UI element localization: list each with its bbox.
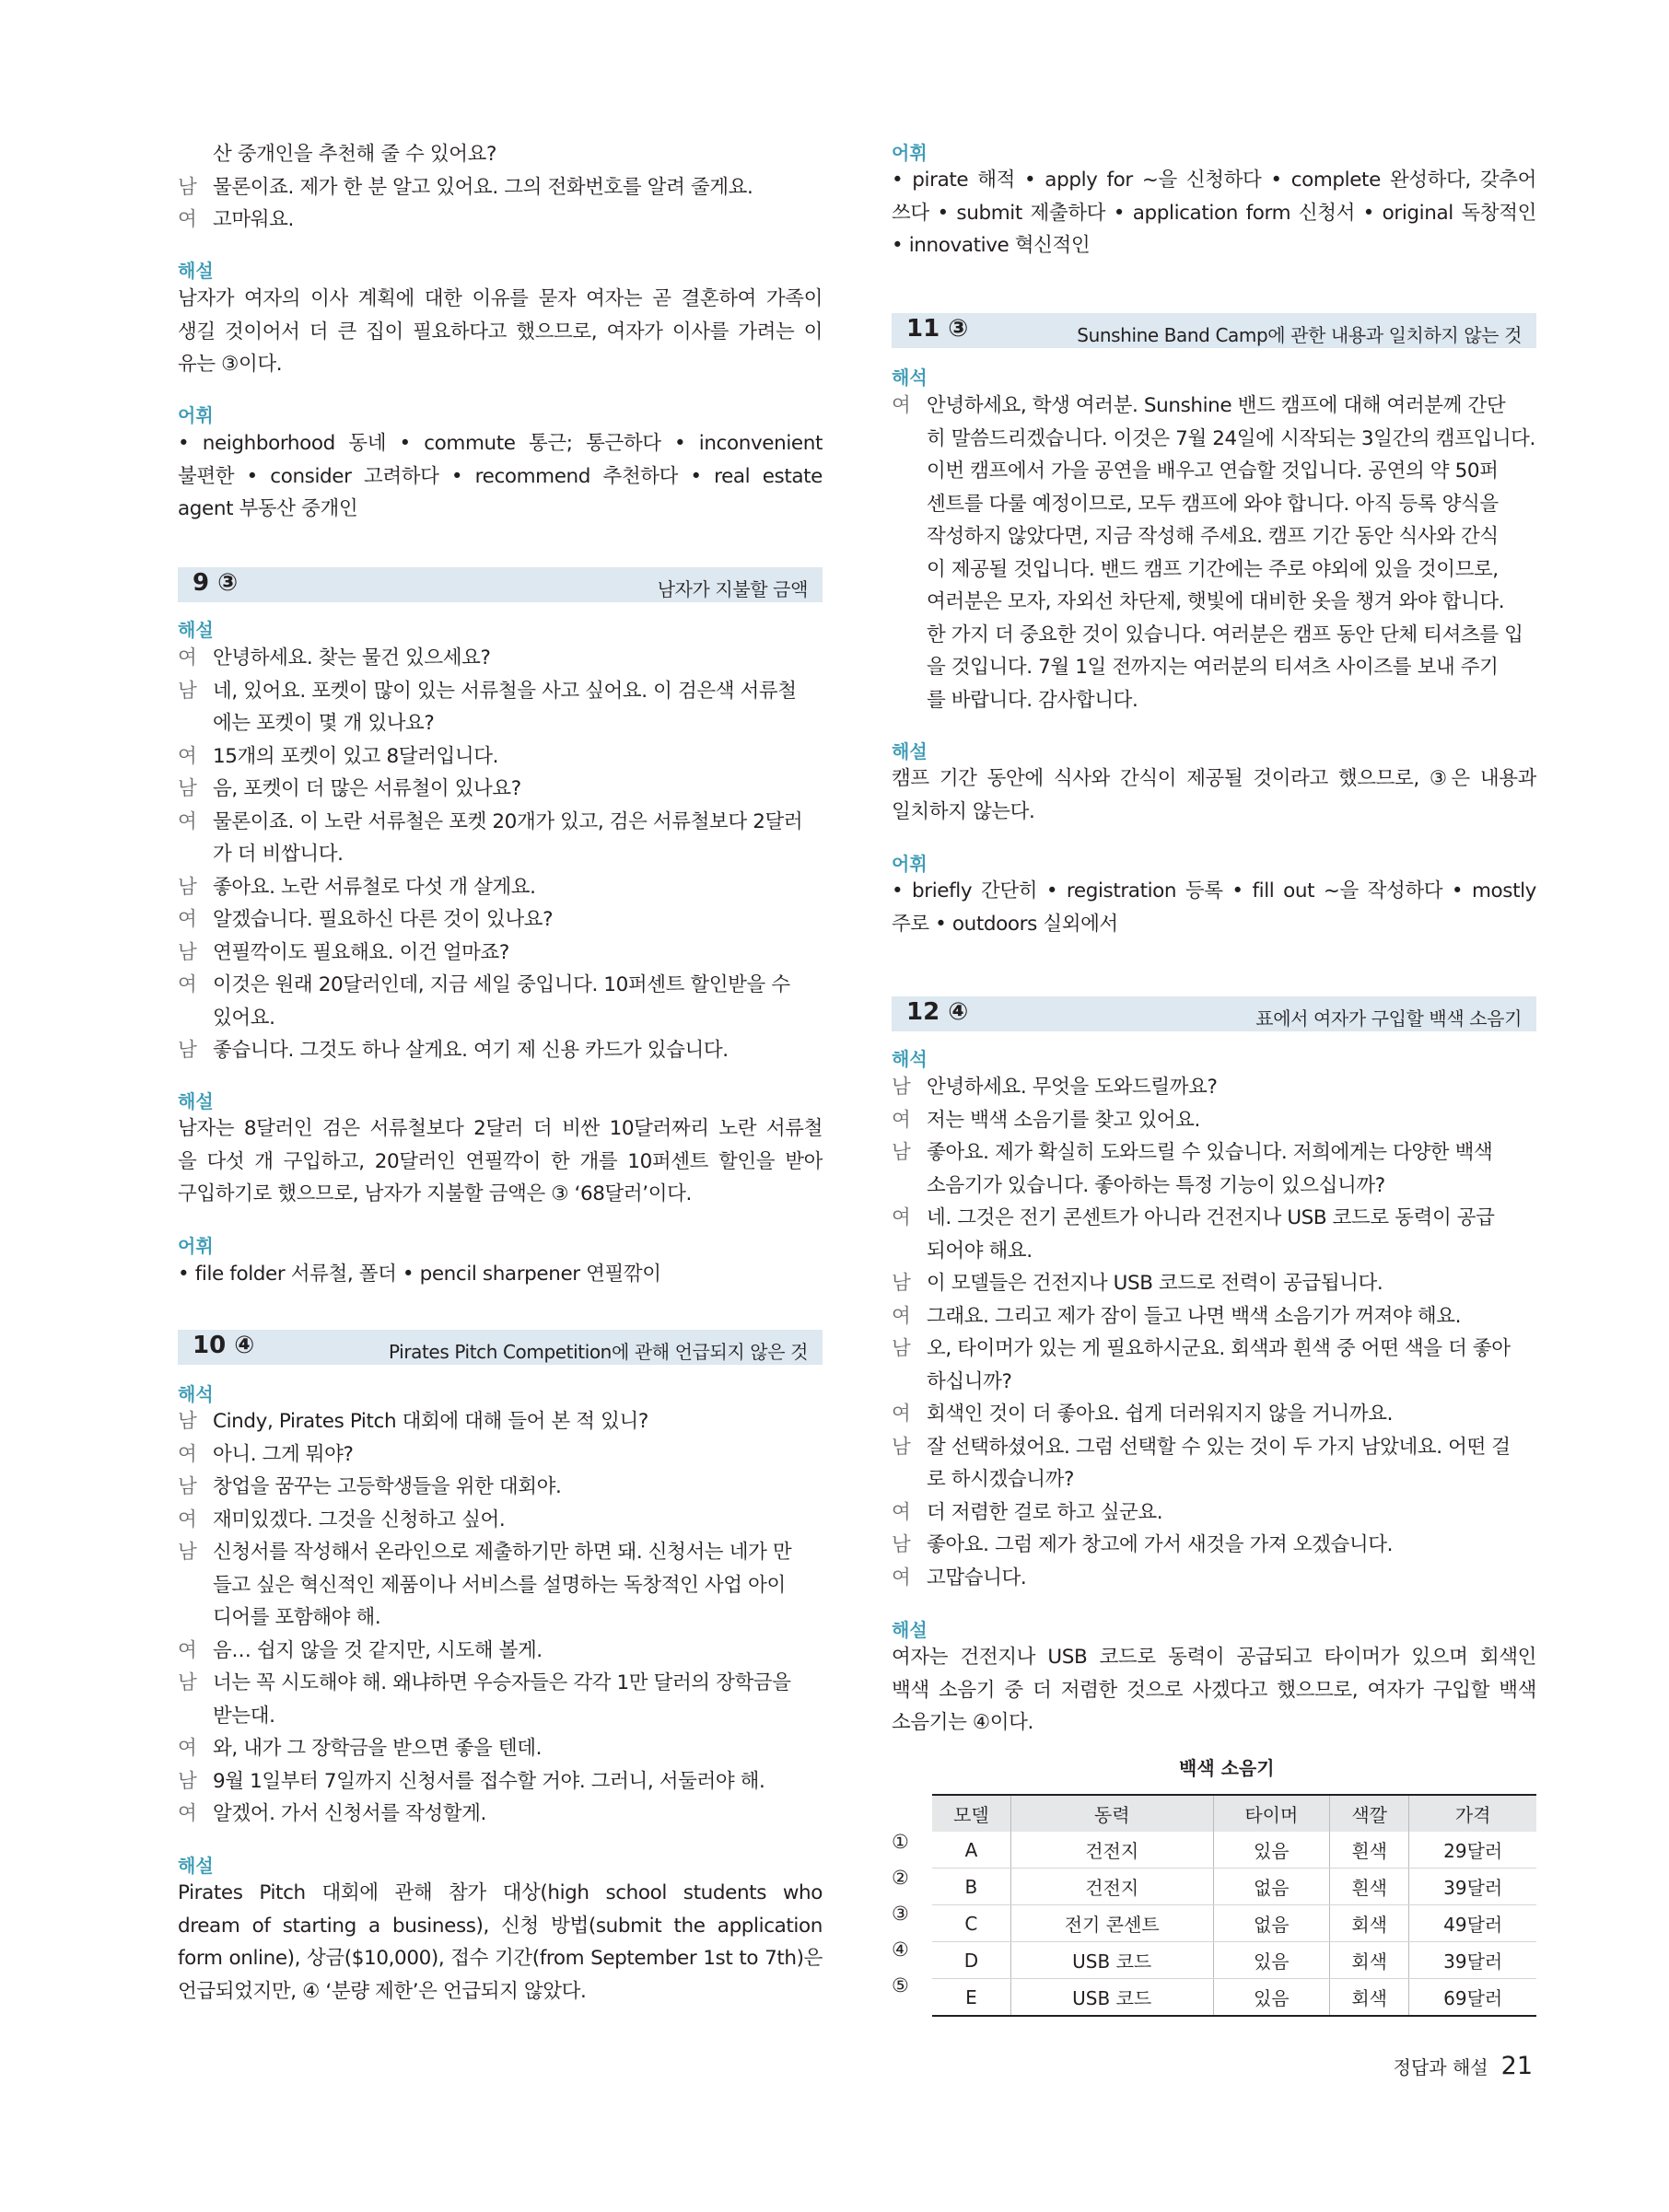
script-line [892,1529,1536,1562]
speaker-mark: 남 [178,1769,197,1793]
white-noise-table [932,1794,1536,2017]
script-text: 네. 그것은 전기 콘센트가 아니라 건전지나 USB 코드로 동력이 공급 [927,1206,1495,1229]
script-text: 좋아요. 노란 서류철로 다섯 개 살게요. [213,875,536,899]
script-line [178,1034,823,1067]
q9-title: 남자가 지불할 금액 [657,578,808,600]
page-number: 21 [1500,2052,1533,2080]
text-line: 캠프 기간 동안에 식사와 간식이 제공될 것이라고 했으므로, ③은 내용과 [892,767,1536,790]
script-text: 있어요. [213,1006,275,1030]
q11-expl-label: 해설 [892,740,928,763]
speaker-mark: 여 [178,744,197,768]
script-line [892,1267,1536,1300]
script-line [892,684,1536,717]
text-line: 여자는 건전지나 USB 코드로 동력이 공급되고 타이머가 있으며 회색인 [892,1646,1536,1669]
speaker-mark: 여 [178,1802,197,1825]
q10-header [178,1330,823,1365]
text-line: 남자는 8달러인 검은 서류철보다 2달러 더 비싼 10달러짜리 노란 서류철 [178,1117,823,1140]
speaker-mark: 남 [178,1671,197,1694]
intro-expl-label: 해설 [178,260,214,282]
q11-vocab-label: 어휘 [892,853,928,875]
q12-script-label: 해석 [892,1048,928,1070]
script-text: 안녕하세요. 무엇을 도와드릴까요? [927,1076,1218,1099]
script-text: 더 저렴한 걸로 하고 싶군요. [927,1500,1163,1524]
table-cell: 있음 [1213,1979,1329,2017]
q9-number: 9 ③ [193,569,239,597]
table-header-cell: 가격 [1409,1795,1536,1832]
script-line [178,138,823,171]
q10-vocab-label: 어휘 [892,142,928,164]
speaker-mark: 남 [178,1541,197,1564]
text-line: • pirate 해적 • apply for ~을 신청하다 • complete 완성하다, 갖추어 [892,169,1536,192]
q10-script [178,1405,823,1831]
table-cell: 없음 [1213,1905,1329,1942]
script-text: 와, 내가 그 장학금을 받으면 좋을 텐데. [213,1737,543,1760]
table-header-cell: 모델 [932,1795,1010,1832]
speaker-mark: 여 [892,1500,911,1524]
table-cell: 회색 [1330,1979,1409,2017]
q10-vocab [892,164,1536,262]
table-cell: 전기 콘센트 [1010,1905,1213,1942]
speaker-mark: 여 [178,646,197,669]
script-text: 저는 백색 소음기를 찾고 있어요. [927,1108,1200,1132]
script-line [892,1300,1536,1333]
script-line [892,553,1536,587]
text-line: • file folder 서류철, 폴더 • pencil sharpener 연필깎이 [178,1263,661,1286]
q9-explanation [178,1112,823,1211]
q10-explanation [178,1877,823,2008]
speaker-mark: 여 [178,908,197,931]
script-line [892,390,1536,423]
script-text: 좋아요. 그럼 제가 창고에 가서 새것을 가져 오겠습니다. [927,1533,1394,1556]
script-line [178,1601,823,1635]
speaker-mark: 여 [178,809,197,833]
script-text: 15개의 포켓이 있고 8달러입니다. [213,744,499,768]
script-line [892,1366,1536,1399]
q9-script [178,642,823,1067]
script-line [178,871,823,904]
script-line [892,619,1536,652]
table-cell: 회색 [1330,1905,1409,1942]
q10-script-label: 해석 [178,1383,214,1405]
speaker-mark: 남 [178,679,197,703]
script-line [178,1504,823,1537]
script-line [178,740,823,774]
speaker-mark: 남 [178,777,197,800]
table-header-cell: 동력 [1010,1795,1213,1832]
speaker-mark: 남 [178,940,197,964]
script-line [892,1431,1536,1464]
intro-explanation [178,283,823,381]
script-line [178,1536,823,1569]
q11-title: Sunshine Band Camp에 관한 내용과 일치하지 않는 것 [1077,324,1522,346]
script-text: 그래요. 그리고 제가 잠이 들고 나면 백색 소음기가 꺼져야 해요. [927,1304,1462,1328]
script-line [178,773,823,806]
script-text: 안녕하세요. 찾는 물건 있으세요? [213,646,491,669]
text-line: dream of starting a business), 신청 방법(submit the application [178,1914,823,1938]
text-line: 쓰다 • submit 제출하다 • application form 신청서 • original 독창적인 [892,201,1536,225]
script-line [178,1002,823,1035]
script-text: 받는대. [213,1704,275,1728]
script-text: 창업을 꿈꾸는 고등학생들을 위한 대회야. [213,1475,562,1498]
table-cell: 39달러 [1409,1869,1536,1905]
script-line [178,1569,823,1602]
intro-vocab-label: 어휘 [178,404,214,426]
script-text: 오, 타이머가 있는 게 필요하시군요. 회색과 흰색 중 어떤 색을 더 좋아 [927,1337,1511,1360]
table-cell: 있음 [1213,1832,1329,1869]
script-text: 들고 싶은 혁신적인 제품이나 서비스를 설명하는 독창적인 사업 아이 [213,1573,786,1597]
table-cell: 건전지 [1010,1869,1213,1905]
q9-header [178,567,823,602]
table-cell: 있음 [1213,1942,1329,1979]
table-cell: 없음 [1213,1869,1329,1905]
text-line: 주로 • outdoors 실외에서 [892,912,1118,936]
table-row [932,1869,1536,1905]
script-line [178,1667,823,1700]
script-text: 이번 캠프에서 가을 공연을 배우고 연습할 것입니다. 공연의 약 50퍼 [927,460,1499,483]
q11-header [892,313,1536,348]
script-line [178,642,823,675]
script-line [892,1562,1536,1595]
q11-script-label: 해석 [892,367,928,389]
q9-script-label: 해설 [178,619,214,641]
q11-number: 11 ③ [906,315,969,343]
speaker-mark: 여 [892,1206,911,1229]
script-line [178,806,823,839]
speaker-mark: 남 [892,1141,911,1164]
script-line [892,1170,1536,1203]
script-text: 이 모델들은 건전지나 USB 코드로 전력이 공급됩니다. [927,1272,1383,1295]
script-line [892,1104,1536,1137]
intro-script [178,138,823,237]
option-mark: ② [892,1867,909,1889]
script-line [178,171,823,204]
speaker-mark: 남 [892,1272,911,1295]
script-text: 고맙습니다. [927,1566,1027,1589]
script-text: 한 가지 더 중요한 것이 있습니다. 여러분은 캠프 동안 단체 티셔츠를 입 [927,623,1523,646]
q9-expl-label: 해설 [178,1090,214,1112]
script-text: 음, 포켓이 더 많은 서류철이 있나요? [213,777,521,800]
footer-label: 정답과 해설 [1393,2056,1488,2078]
speaker-mark: 남 [892,1435,911,1459]
script-line [892,586,1536,619]
table-header-cell: 타이머 [1213,1795,1329,1832]
script-text: 회색인 것이 더 좋아요. 쉽게 더러워지지 않을 거니까요. [927,1403,1394,1426]
table-body [932,1832,1536,2016]
text-line: 유는 ③이다. [178,353,283,376]
speaker-mark: 남 [892,1533,911,1556]
text-line: • neighborhood 동네 • commute 통근; 통근하다 • inconvenient [178,432,823,455]
script-text: 고마워요. [213,208,294,231]
script-line [178,675,823,708]
speaker-mark: 남 [892,1076,911,1099]
script-line [178,1798,823,1831]
script-line [178,937,823,970]
table-cell: USB 코드 [1010,1942,1213,1979]
script-text: 9월 1일부터 7일까지 신청서를 접수할 거야. 그러니, 서둘러야 해. [213,1769,765,1793]
script-text: 센트를 다룰 예정이므로, 모두 캠프에 와야 합니다. 아직 등록 양식을 [927,492,1499,516]
script-text: 연필깍이도 필요해요. 이건 얼마죠? [213,940,509,964]
option-mark: ⑤ [892,1974,909,1997]
table-cell: D [932,1942,1010,1979]
script-text: 여러분은 모자, 자외선 차단제, 햇빛에 대비한 옷을 챙겨 와야 합니다. [927,590,1505,613]
script-text: 안녕하세요, 학생 여러분. Sunshine 밴드 캠프에 대해 여러분께 간단 [927,394,1506,417]
script-text: 히 말씀드리겠습니다. 이것은 7월 24일에 시작되는 3일간의 캠프입니다. [927,426,1535,450]
script-text: 디어를 포함해야 해. [213,1606,381,1629]
script-line [178,903,823,937]
q12-script [892,1071,1536,1594]
script-line [178,1700,823,1733]
speaker-mark: 여 [178,973,197,996]
table-row [932,1832,1536,1869]
page-footer [1394,2052,1533,2080]
q9-vocab [178,1258,823,1291]
script-line [178,204,823,237]
table-row [932,1979,1536,2017]
script-text: 아니. 그게 뭐야? [213,1442,354,1466]
table-cell: 29달러 [1409,1832,1536,1869]
q12-expl-label: 해설 [892,1619,928,1641]
speaker-mark: 여 [178,1638,197,1662]
table-cell: 건전지 [1010,1832,1213,1869]
text-line: • briefly 간단히 • registration 등록 • fill out ~을 작성하다 • mostly [892,879,1536,902]
speaker-mark: 여 [178,208,197,231]
speaker-mark: 여 [892,1304,911,1328]
text-line: 백색 소음기 중 더 저렴한 것으로 사겠다고 했으므로, 여자가 구입할 백색 [892,1678,1536,1702]
speaker-mark: 남 [178,1039,197,1062]
table-header-cell: 색깔 [1330,1795,1409,1832]
q11-script [892,390,1536,716]
script-line [178,1438,823,1472]
table-cell: 흰색 [1330,1869,1409,1905]
script-line [892,1496,1536,1530]
script-text: 재미있겠다. 그것을 신청하고 싶어. [213,1508,506,1531]
script-line [178,1732,823,1765]
speaker-mark: 남 [178,875,197,899]
speaker-mark: 여 [178,1508,197,1531]
text-line: 불편한 • consider 고려하다 • recommend 추천하다 • real estate [178,464,823,488]
text-line: 소음기는 ④이다. [892,1711,1033,1734]
script-line [892,455,1536,488]
script-text: 하십니까? [927,1369,1012,1393]
q10-expl-label: 해설 [178,1855,214,1877]
speaker-mark: 남 [892,1337,911,1360]
script-line [178,1405,823,1438]
table-cell: 49달러 [1409,1905,1536,1942]
script-line [892,1463,1536,1496]
script-text: 이 제공될 것입니다. 밴드 캠프 기간에는 주로 야외에 있을 것이므로, [927,557,1499,581]
text-line: • innovative 혁신적인 [892,234,1091,257]
script-text: 알겠습니다. 필요하신 다른 것이 있나요? [213,908,554,931]
script-line [892,1202,1536,1235]
table-cell: 회색 [1330,1942,1409,1979]
speaker-mark: 여 [892,1566,911,1589]
text-line: 을 다섯 개 구입하고, 20달러인 연필깍이 한 개를 10퍼센트 할인을 받아 [178,1149,823,1173]
speaker-mark: 여 [892,394,911,417]
script-line [892,1071,1536,1104]
script-line [178,838,823,871]
q12-title: 표에서 여자가 구입할 백색 소음기 [1255,1007,1522,1030]
script-line [178,707,823,740]
intro-vocab [178,427,823,526]
speaker-mark: 여 [178,1737,197,1760]
option-mark: ① [892,1831,909,1853]
script-text: 를 바랍니다. 감사합니다. [927,688,1138,712]
script-text: 네, 있어요. 포켓이 많이 있는 서류철을 사고 싶어요. 이 검은색 서류철 [213,679,797,703]
text-line: Pirates Pitch 대회에 관해 참가 대상(high school students who [178,1881,823,1904]
script-line [892,1398,1536,1431]
script-line [892,488,1536,521]
q9-vocab-label: 어휘 [178,1235,214,1257]
script-text: 산 중개인을 추천해 줄 수 있어요? [213,143,496,166]
speaker-mark: 남 [178,1475,197,1498]
script-text: 음… 쉽지 않을 것 같지만, 시도해 볼게. [213,1638,543,1662]
script-text: 되어야 해요. [927,1239,1033,1263]
script-text: 잘 선택하셨어요. 그럼 선택할 수 있는 것이 두 가지 남았네요. 어떤 걸 [927,1435,1511,1459]
text-line: 생길 것이어서 더 큰 집이 필요하다고 했으므로, 여자가 이사를 가려는 이 [178,320,823,343]
text-line: form online), 상금($10,000), 접수 기간(from September 1st to 7th)은 [178,1947,823,1970]
script-text: 좋아요. 제가 확실히 도와드릴 수 있습니다. 저희에게는 다양한 백색 [927,1141,1493,1164]
table-cell: E [932,1979,1010,2017]
speaker-mark: 여 [892,1403,911,1426]
script-line [178,1765,823,1799]
text-line: agent 부동산 중개인 [178,497,358,520]
speaker-mark: 여 [892,1108,911,1132]
text-line: 일치하지 않는다. [892,799,1035,823]
script-text: 알겠어. 가서 신청서를 작성할게. [213,1802,486,1825]
speaker-mark: 남 [178,1410,197,1433]
text-line: 구입하기로 했으므로, 남자가 지불할 금액은 ③ ‘68달러’이다. [178,1182,692,1205]
script-line [892,1333,1536,1366]
script-text: 가 더 비쌉니다. [213,843,344,866]
script-text: 물론이죠. 이 노란 서류철은 포켓 20개가 있고, 검은 서류철보다 2달러 [213,809,803,833]
table-cell: 흰색 [1330,1832,1409,1869]
table-cell: 69달러 [1409,1979,1536,2017]
script-text: 로 하시겠습니까? [927,1468,1075,1491]
q11-explanation [892,763,1536,828]
text-line: 언급되었지만, ④ ‘분량 제한’은 언급되지 않았다. [178,1979,587,2003]
script-line [892,1136,1536,1170]
q12-number: 12 ④ [906,998,969,1026]
table-row [932,1905,1536,1942]
speaker-mark: 남 [178,175,197,199]
script-text: 작성하지 않았다면, 지금 작성해 주세요. 캠프 기간 동안 식사와 간식 [927,525,1499,548]
table-row [932,1942,1536,1979]
speaker-mark: 여 [178,1442,197,1466]
table-cell: A [932,1832,1010,1869]
script-text: 너는 꼭 시도해야 해. 왜냐하면 우승자들은 각각 1만 달러의 장학금을 [213,1671,791,1694]
q10-title: Pirates Pitch Competition에 관해 언급되지 않은 것 [388,1341,808,1363]
q11-vocab [892,875,1536,940]
table-title: 백색 소음기 [1179,1757,1275,1779]
option-mark: ④ [892,1938,909,1961]
q12-header [892,996,1536,1031]
script-text: 에는 포켓이 몇 개 있나요? [213,712,435,735]
table-cell: C [932,1905,1010,1942]
text-line: 남자가 여자의 이사 계획에 대한 이유를 묻자 여자는 곧 결혼하여 가족이 [178,287,823,310]
script-text: 신청서를 작성해서 온라인으로 제출하기만 하면 돼. 신청서는 네가 만 [213,1541,792,1564]
option-mark: ③ [892,1903,909,1925]
script-text: 을 것입니다. 7월 1일 전까지는 여러분의 티셔츠 사이즈를 보내 주기 [927,656,1499,679]
q12-explanation [892,1641,1536,1740]
script-line [892,423,1536,456]
script-text: 소음기가 있습니다. 좋아하는 특정 기능이 있으십니까? [927,1173,1385,1197]
script-line [892,520,1536,553]
script-line [178,969,823,1002]
script-line [178,1635,823,1668]
table-cell: USB 코드 [1010,1979,1213,2017]
q10-number: 10 ④ [193,1332,255,1359]
script-text: 이것은 원래 20달러인데, 지금 세일 중입니다. 10퍼센트 할인받을 수 [213,973,790,996]
script-text: Cindy, Pirates Pitch 대회에 대해 들어 본 적 있니? [213,1410,648,1433]
table-header-row [932,1795,1536,1832]
script-text: 좋습니다. 그것도 하나 살게요. 여기 제 신용 카드가 있습니다. [213,1039,729,1062]
script-text: 물론이죠. 제가 한 분 알고 있어요. 그의 전화번호를 알려 줄게요. [213,175,753,199]
script-line [178,1471,823,1504]
script-line [892,1235,1536,1268]
table-cell: B [932,1869,1010,1905]
script-line [892,651,1536,684]
table-cell: 39달러 [1409,1942,1536,1979]
